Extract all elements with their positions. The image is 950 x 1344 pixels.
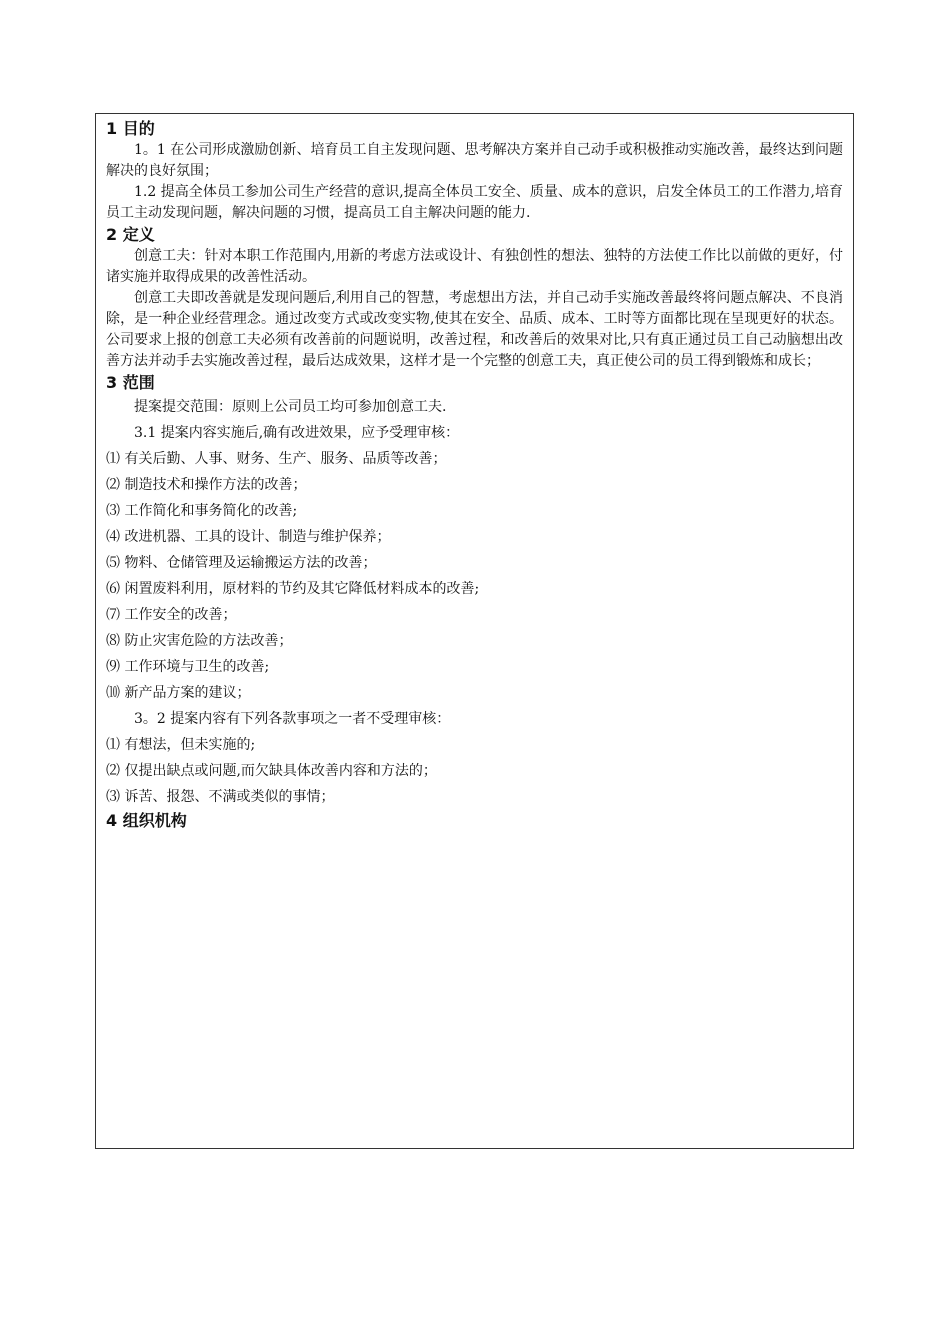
accepted-items-list: [106, 446, 843, 706]
list-item: ⑶ 诉苦、报怨、不满或类似的事情；: [106, 789, 335, 805]
section-heading-organization: 4 组织机构: [106, 811, 187, 830]
list-item: ⑺ 工作安全的改善；: [106, 607, 237, 623]
list-item: ⑸ 物料、仓储管理及运输搬运方法的改善；: [106, 555, 377, 571]
list-item: ⑵ 仅提出缺点或问题,而欠缺具体改善内容和方法的；: [106, 763, 437, 779]
list-item: ⑶ 工作简化和事务简化的改善;: [106, 503, 298, 519]
section-heading-scope: 3 范围: [106, 373, 155, 392]
purpose-paragraph-2: 1.2 提高全体员工参加公司生产经营的意识,提高全体员工安全、质量、成本的意识，启发全体员工的工作潜力,培育员工主动发现问题，解决问题的习惯，提高员工自主解决问题的能力.: [106, 184, 843, 221]
list-item: ⑴ 有关后勤、人事、财务、生产、服务、品质等改善；: [106, 451, 447, 467]
list-item: ⑷ 改进机器、工具的设计、制造与维护保养；: [106, 529, 391, 545]
section-heading-definition: 2 定义: [106, 225, 155, 244]
purpose-paragraph-1: 1。1 在公司形成激励创新、培育员工自主发现问题、思考解决方案并自己动手或积极推动实施改善，最终达到问题解决的良好氛围；: [106, 142, 843, 179]
list-item: ⑴ 有想法，但未实施的;: [106, 737, 256, 753]
definition-paragraph-1: 创意工夫：针对本职工作范围内,用新的考虑方法或设计、有独创性的想法、独特的方法使工作比以前做的更好，付诸实施并取得成果的改善性活动。: [106, 248, 843, 285]
scope-subheading-accepted: 3.1 提案内容实施后,确有改进效果，应予受理审核：: [134, 425, 460, 441]
scope-subheading-rejected: 3。2 提案内容有下列各款事项之一者不受理审核：: [134, 711, 451, 727]
list-item: ⑼ 工作环境与卫生的改善;: [106, 659, 270, 675]
document-frame: [95, 113, 854, 1149]
rejected-items-list: [106, 732, 843, 810]
list-item: ⑽ 新产品方案的建议；: [106, 685, 251, 701]
section-heading-purpose: 1 目的: [106, 119, 155, 138]
scope-intro: 提案提交范围：原则上公司员工均可参加创意工夫.: [134, 399, 447, 415]
list-item: ⑵ 制造技术和操作方法的改善；: [106, 477, 307, 493]
definition-paragraph-2: 创意工夫即改善就是发现问题后,利用自己的智慧，考虑想出方法，并自己动手实施改善最终将问题点解决、不良消除，是一种企业经营理念。通过改变方式或改变实物,使其在安全、品质、成本、工时等方面都比现在呈现更好的状态。公司要求上报的创意工夫必须有改善前的问题说明，改善过程，和改善后的效果对比,只有真正通过员工自己动脑想出改善方法并动手去实施改善过程，最后达成效果，这样才是一个完整的创意工夫，真正使公司的员工得到锻炼和成长；: [106, 290, 843, 369]
list-item: ⑹ 闲置废料利用，原材料的节约及其它降低材料成本的改善;: [106, 581, 480, 597]
list-item: ⑻ 防止灾害危险的方法改善；: [106, 633, 293, 649]
